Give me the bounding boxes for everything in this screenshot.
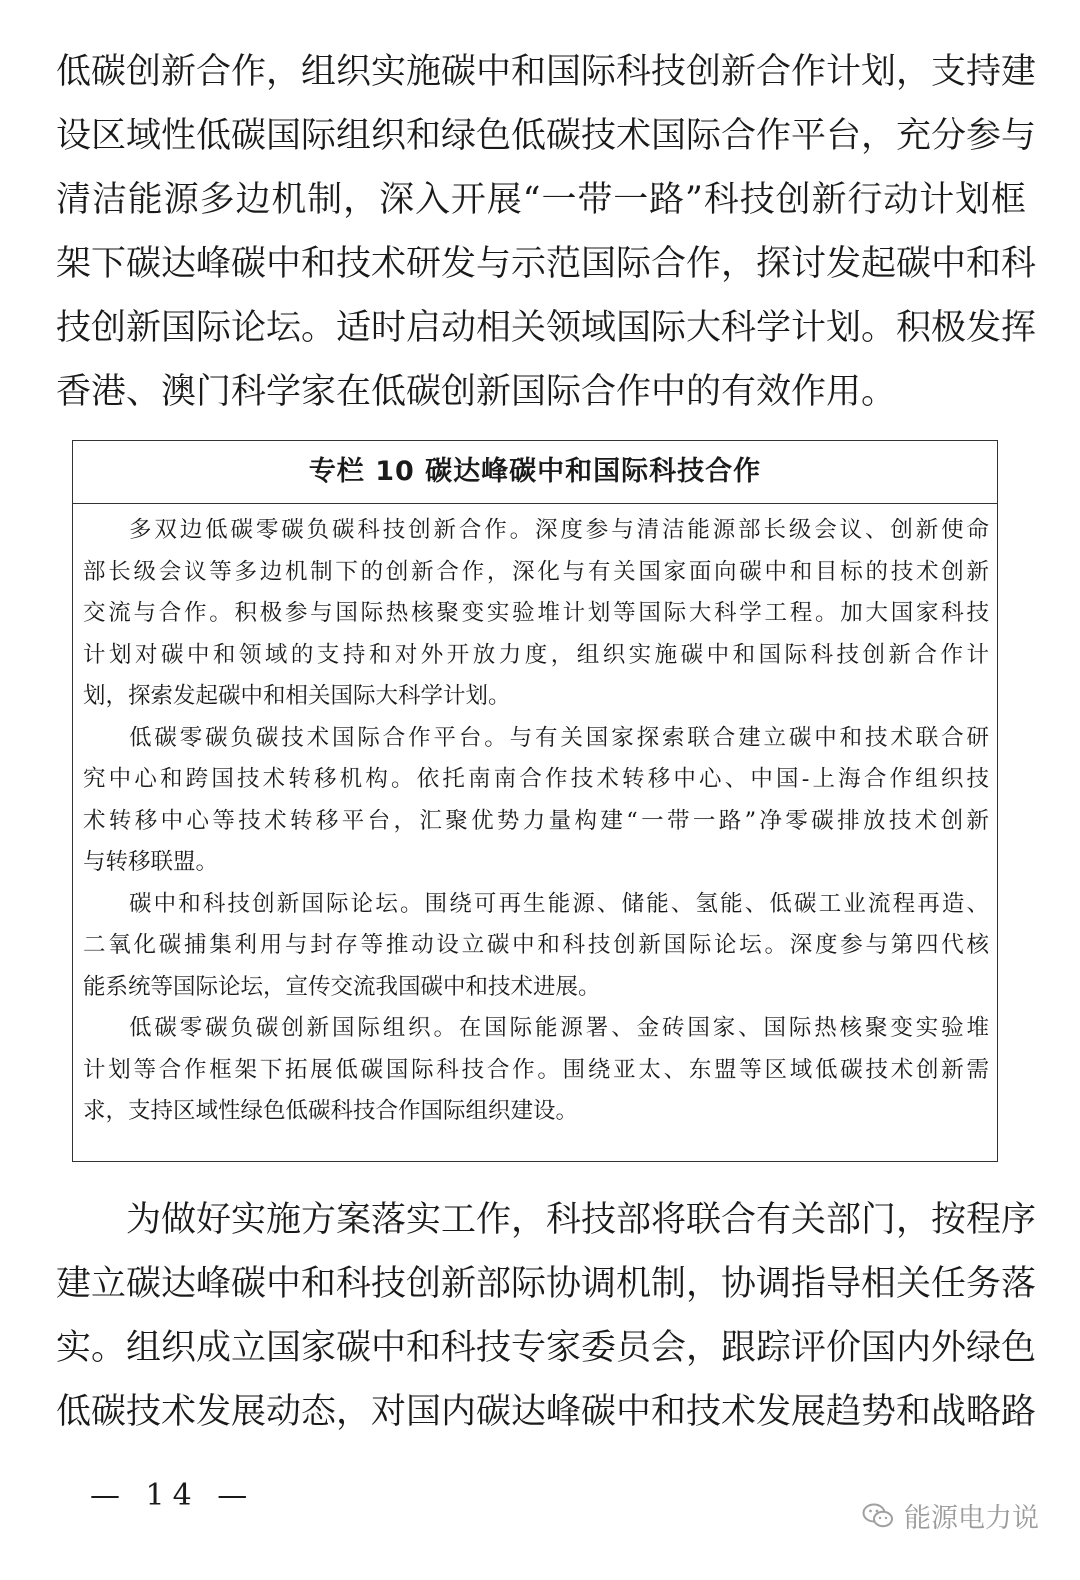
column-box-body	[73, 504, 997, 1133]
box-line: 术转移中心等技术转移平台，汇聚优势力量构建“一带一路”净零碳排放技术创新	[83, 807, 989, 834]
box-line: 究中心和跨国技术转移机构。依托南南合作技术转移中心、中国-上海合作组织技	[83, 766, 989, 792]
intro-paragraph	[56, 40, 1037, 424]
box-line: 多双边低碳零碳负碳科技创新合作。深度参与清洁能源部长级会议、创新使命	[129, 517, 989, 543]
column-box-title: 专栏 10 碳达峰碳中和国际科技合作	[73, 441, 997, 504]
text-line: 清洁能源多边机制，深入开展“一带一路”科技创新行动计划框	[56, 180, 1026, 220]
text-line: 为做好实施方案落实工作，科技部将联合有关部门，按程序	[126, 1200, 1037, 1240]
box-line: 与转移联盟。	[83, 849, 219, 875]
box-line: 划，探索发起碳中和相关国际大科学计划。	[83, 683, 511, 709]
box-line: 能系统等国际论坛，宣传交流我国碳中和技术进展。	[83, 973, 601, 1000]
watermark-text: 能源电力说	[904, 1503, 1039, 1534]
text-line: 技创新国际论坛。适时启动相关领域国际大科学计划。积极发挥	[56, 308, 1037, 348]
box-paragraph	[83, 1008, 989, 1133]
text-line: 低碳创新合作，组织实施碳中和国际科技创新合作计划，支持建	[56, 52, 1037, 92]
text-line: 建立碳达峰碳中和科技创新部际协调机制，协调指导相关任务落	[56, 1264, 1037, 1304]
box-line: 碳中和科技创新国际论坛。围绕可再生能源、储能、氢能、低碳工业流程再造、	[129, 890, 989, 917]
text-line: 低碳技术发展动态，对国内碳达峰碳中和技术发展趋势和战略路	[56, 1392, 1037, 1432]
box-line: 计划对碳中和领域的支持和对外开放力度，组织实施碳中和国际科技创新合作计	[83, 641, 989, 668]
box-paragraph	[83, 884, 989, 1009]
box-line: 低碳零碳负碳创新国际组织。在国际能源署、金砖国家、国际热核聚变实验堆	[129, 1015, 989, 1041]
closing-paragraph	[56, 1188, 1037, 1444]
page-number: — 14 —	[90, 1478, 256, 1513]
text-line: 架下碳达峰碳中和技术研发与示范国际合作，探讨发起碳中和科	[56, 244, 1037, 284]
box-paragraph	[83, 718, 989, 884]
wechat-icon	[862, 1502, 894, 1530]
box-line: 计划等合作框架下拓展低碳国际科技合作。围绕亚太、东盟等区域低碳技术创新需	[83, 1056, 989, 1083]
text-line: 实。组织成立国家碳中和科技专家委员会，跟踪评价国内外绿色	[56, 1328, 1037, 1368]
text-line: 设区域性低碳国际组织和绿色低碳技术国际合作平台，充分参与	[56, 116, 1037, 156]
box-line: 交流与合作。积极参与国际热核聚变实验堆计划等国际大科学工程。加大国家科技	[83, 600, 989, 626]
box-line: 二氧化碳捕集利用与封存等推动设立碳中和科技创新国际论坛。深度参与第四代核	[83, 932, 989, 958]
box-line: 求，支持区域性绿色低碳科技合作国际组织建设。	[83, 1098, 579, 1124]
box-paragraph	[83, 510, 989, 718]
text-line: 香港、澳门科学家在低碳创新国际合作中的有效作用。	[56, 372, 897, 412]
box-line: 低碳零碳负碳技术国际合作平台。与有关国家探索联合建立碳中和技术联合研	[129, 724, 989, 751]
box-line: 部长级会议等多边机制下的创新合作，深化与有关国家面向碳中和目标的技术创新	[83, 558, 989, 585]
watermark	[862, 1496, 1039, 1535]
column-box	[72, 440, 998, 1162]
